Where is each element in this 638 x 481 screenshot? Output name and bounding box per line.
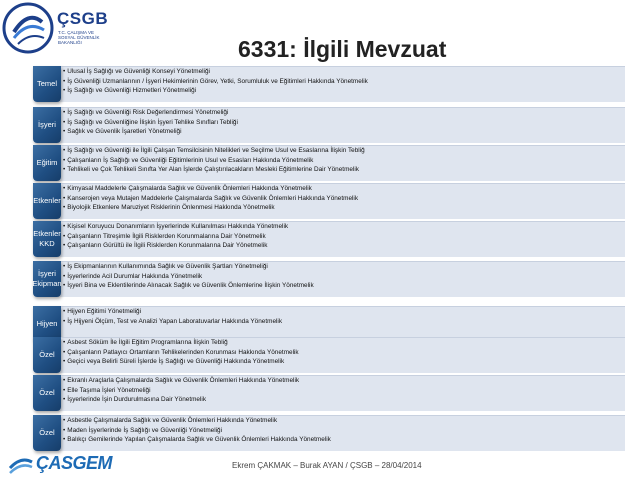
regulation-item: • Geçici veya Belirli Süreli İşlerde İş Sağlığı ve Güvenliği Hakkında Yönetmelik bbox=[63, 357, 299, 367]
csgb-logo bbox=[2, 2, 122, 60]
regulation-item: • İşyerlerinde Acil Durumlar Hakkında Yönetmelik bbox=[63, 272, 314, 282]
regulation-item: • Hijyen Eğitimi Yönetmeliği bbox=[63, 307, 282, 317]
category-label: Özel bbox=[39, 388, 55, 397]
category-label: Temel bbox=[36, 79, 57, 88]
regulation-item: • İş Sağlığı ve Güvenliği Hizmetleri Yönetmeliği bbox=[63, 86, 368, 96]
footer-author: Ekrem ÇAKMAK – Burak AYAN / ÇSGB – 28/04/2014 bbox=[232, 461, 422, 470]
regulation-row bbox=[33, 261, 625, 297]
regulation-item: • Çalışanların İş Sağlığı ve Güvenliği Eğitimlerinin Usul ve Esasları Hakkında Yönetmelik bbox=[63, 156, 365, 166]
regulation-item: • Kişisel Koruyucu Donanımların İşyerlerinde Kullanılması Hakkında Yönetmelik bbox=[63, 222, 288, 232]
regulation-item: • İş Sağlığı ve Güvenliği Risk Değerlendirmesi Yönetmeliği bbox=[63, 108, 238, 118]
category-label: Hijyen bbox=[36, 319, 58, 328]
regulation-item: • İşyeri Bina ve Eklentilerinde Alınacak Sağlık ve Güvenlik Önlemlerine İlişkin Yönetmelik bbox=[63, 281, 314, 291]
category-label: Özel bbox=[39, 350, 55, 359]
regulation-item: • Çalışanların Gürültü ile İlgili Risklerden Korunmalarına Dair Yönetmelik bbox=[63, 241, 288, 251]
category-label: Eğitim bbox=[36, 158, 58, 167]
regulation-items bbox=[63, 146, 365, 175]
casgem-logo bbox=[8, 452, 118, 476]
regulation-item: • Çalışanların Titreşimle İlgili Risklerden Korunmalarına Dair Yönetmelik bbox=[63, 232, 288, 242]
regulation-row bbox=[33, 66, 625, 102]
regulation-item: • Asbestle Çalışmalarda Sağlık ve Güvenlik Önlemleri Hakkında Yönetmelik bbox=[63, 416, 331, 426]
regulation-row bbox=[33, 415, 625, 451]
regulation-row bbox=[33, 107, 625, 143]
regulation-item: • İş Sağlığı ve Güvenliği ile İlgili Çalışan Temsilcisinin Nitelikleri ve Seçilme Usul ve Esaslarına İlişkin Tebliğ bbox=[63, 146, 365, 156]
logo-subtitle: T.C. ÇALIŞMA VE SOSYAL GÜVENLİK BAKANLIĞI bbox=[58, 30, 100, 45]
regulation-item: • Tehlikeli ve Çok Tehlikeli Sınıfta Yer Alan İşlerde Çalıştırılacakların Mesleki Eğitimlerine Dair Yönetmelik bbox=[63, 165, 365, 175]
regulation-items bbox=[63, 184, 358, 213]
csgb-emblem-icon bbox=[2, 2, 54, 54]
regulation-item: • Elle Taşıma İşleri Yönetmeliği bbox=[63, 386, 299, 396]
category-label: Özel bbox=[39, 428, 55, 437]
regulation-item: • Asbest Söküm İle İlgili Eğitim Programlarına İlişkin Tebliğ bbox=[63, 338, 299, 348]
regulation-item: • Kanserojen veya Mutajen Maddelerle Çalışmalarda Sağlık ve Güvenlik Önlemleri Hakkında Yönetmelik bbox=[63, 194, 358, 204]
regulation-item: • Ulusal İş Sağlığı ve Güvenliği Konseyi Yönetmeliği bbox=[63, 67, 368, 77]
casgem-emblem-icon bbox=[8, 452, 34, 476]
logo-name: ÇSGB bbox=[57, 9, 109, 28]
regulation-item: • İş Güvenliği Uzmanlarının / İşyeri Hekimlerinin Görev, Yetki, Sorumluluk ve Eğitimleri Hakkında Yönetmelik bbox=[63, 77, 368, 87]
regulation-row bbox=[33, 145, 625, 181]
regulation-item: • İş Sağlığı ve Güvenliğine İlişkin İşyeri Tehlike Sınıfları Tebliği bbox=[63, 118, 238, 128]
regulation-item: • Ekranlı Araçlarla Çalışmalarda Sağlık ve Güvenlik Önlemleri Hakkında Yönetmelik bbox=[63, 376, 299, 386]
regulation-items bbox=[63, 376, 299, 405]
category-label: İşyeri Ekipman bbox=[32, 269, 62, 288]
regulation-row bbox=[33, 375, 625, 411]
page-title: 6331: İlgili Mevzuat bbox=[238, 36, 447, 62]
category-label: Etkenler bbox=[33, 196, 61, 205]
regulation-items bbox=[63, 67, 368, 96]
regulation-item: • Çalışanların Patlayıcı Ortamların Tehlikelerinden Korunması Hakkında Yönetmelik bbox=[63, 348, 299, 358]
regulation-row bbox=[33, 337, 625, 373]
regulation-item: • İş Ekipmanlarının Kullanımında Sağlık ve Güvenlik Şartları Yönetmeliği bbox=[63, 262, 314, 272]
regulation-items bbox=[63, 338, 299, 367]
regulation-item: • Kimyasal Maddelerle Çalışmalarda Sağlık ve Güvenlik Önlemleri Hakkında Yönetmelik bbox=[63, 184, 358, 194]
regulation-item: • İş Hijyeni Ölçüm, Test ve Analizi Yapan Laboratuvarlar Hakkında Yönetmelik bbox=[63, 317, 282, 327]
regulation-items bbox=[63, 222, 288, 251]
regulation-items bbox=[63, 416, 331, 445]
footer-logo-name: ÇASGEM bbox=[36, 453, 113, 473]
regulation-item: • Biyolojik Etkenlere Maruziyet Risklerinin Önlenmesi Hakkında Yönetmelik bbox=[63, 203, 358, 213]
regulation-row bbox=[33, 183, 625, 219]
regulation-item: • Balıkçı Gemilerinde Yapılan Çalışmalarda Sağlık ve Güvenlik Önlemleri Hakkında Yönetmelik bbox=[63, 435, 331, 445]
regulation-items bbox=[63, 307, 282, 326]
category-label: İşyeri bbox=[38, 120, 56, 129]
category-label: Etkenler KKD bbox=[33, 229, 61, 248]
regulation-item: • Maden İşyerlerinde İş Sağlığı ve Güvenliği Yönetmeliği bbox=[63, 426, 331, 436]
regulation-item: • İşyerlerinde İşin Durdurulmasına Dair Yönetmelik bbox=[63, 395, 299, 405]
regulation-item: • Sağlık ve Güvenlik İşaretleri Yönetmeliği bbox=[63, 127, 238, 137]
regulation-row bbox=[33, 221, 625, 257]
regulation-items bbox=[63, 108, 238, 137]
regulation-items bbox=[63, 262, 314, 291]
